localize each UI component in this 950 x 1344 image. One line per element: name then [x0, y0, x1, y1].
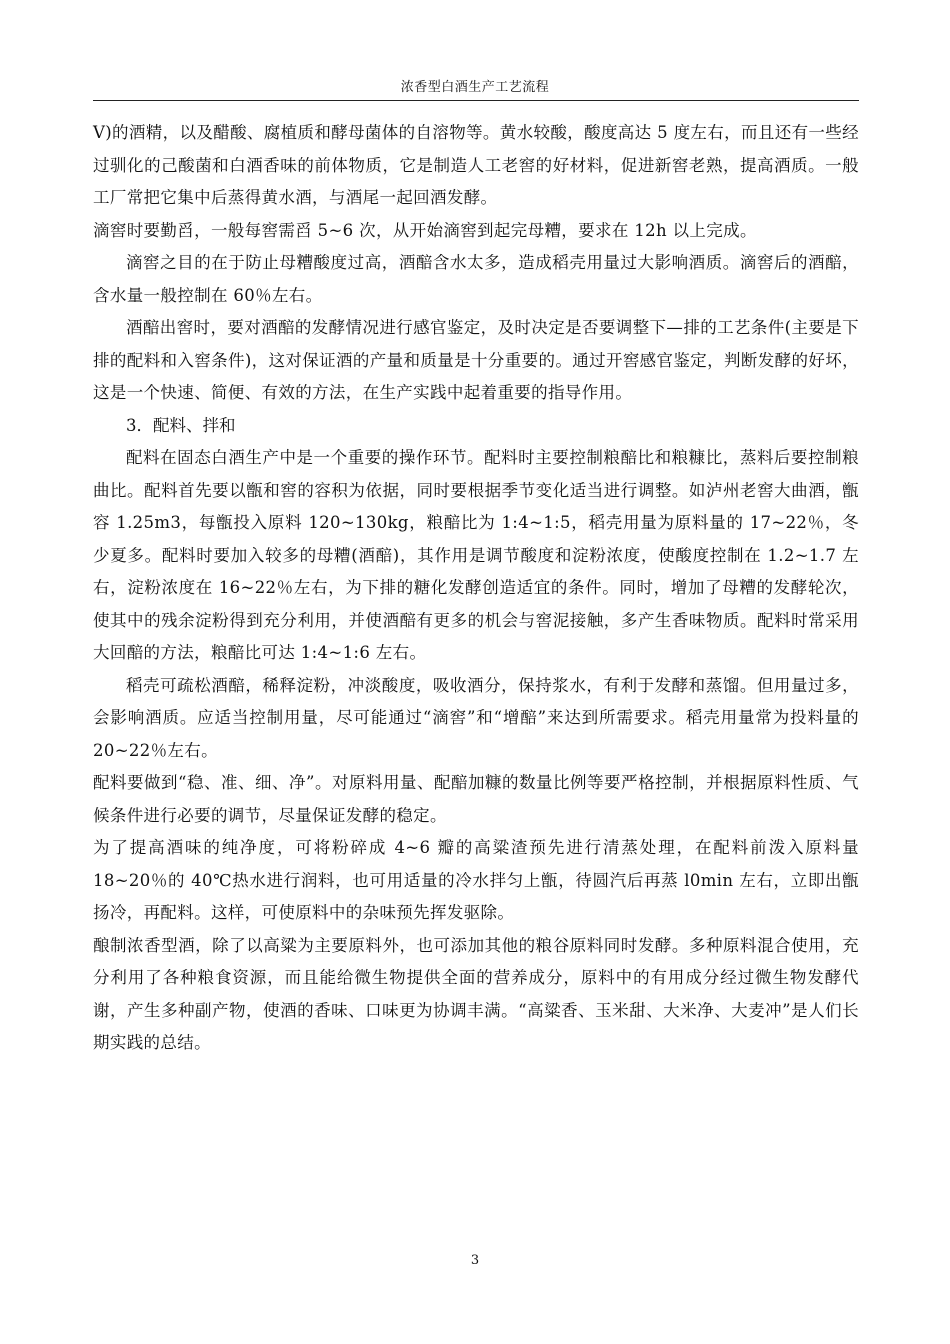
paragraph-2: 滴窖时要勤舀，一般每窖需舀 5~6 次，从开始滴窖到起完母糟，要求在 12h 以上完成。	[93, 220, 757, 240]
paragraph-7: 配料要做到“稳、准、细、净”。对原料用量、配醅加糠的数量比例等要严格控制，并根据原料性质、气候条件进行必要的调节，尽量保证发酵的稳定。	[93, 773, 859, 825]
paragraph-8: 为了提高酒味的纯净度，可将粉碎成 4~6 瓣的高粱渣预先进行清蒸处理，在配料前泼入原料量 18~20％的 40℃热水进行润料，也可用适量的冷水拌匀上甑，待圆汽后再蒸 l0min 左右，立即出甑扬冷，再配料。这样，可使原料中的杂味预先挥发驱除。	[93, 838, 859, 922]
section-heading-3: 3．配料、拌和	[126, 415, 236, 435]
header-divider	[93, 100, 859, 101]
paragraph-5: 配料在固态白酒生产中是一个重要的操作环节。配料时主要控制粮醅比和粮糠比，蒸料后要控制粮曲比。配料首先要以甑和窖的容积为依据，同时要根据季节变化适当进行调整。如泸州老窖大曲酒，甑容 1.25m3，每甑投入原料 120~130kg，粮醅比为 1:4~1:5，稻壳用量为原料量的 17~22％，冬少夏多。配料时要加入较多的母糟(酒醅)，其作用是调节酸度和淀粉浓度，使酸度控制在 1.2~1.7 左右，淀粉浓度在 16~22％左右，为下排的糖化发酵创造适宜的条件。同时，增加了母糟的发酵轮次，使其中的残余淀粉得到充分利用，并使酒醅有更多的机会与窖泥接触，多产生香味物质。配料时常采用大回醅的方法，粮醅比可达 1:4~1:6 左右。	[93, 448, 859, 662]
paragraph-3: 滴窖之目的在于防止母糟酸度过高，酒醅含水太多，造成稻壳用量过大影响酒质。滴窖后的酒醅，含水量一般控制在 60％左右。	[93, 253, 859, 305]
paragraph-1: V)的酒精，以及醋酸、腐植质和酵母菌体的自溶物等。黄水较酸，酸度高达 5 度左右，而且还有一些经过驯化的己酸菌和白酒香味的前体物质，它是制造人工老窖的好材料，促进新窖老熟，提高酒质。一般工厂常把它集中后蒸得黄水酒，与酒尾一起回酒发酵。	[93, 123, 859, 207]
paragraph-9: 酿制浓香型酒，除了以高粱为主要原料外，也可添加其他的粮谷原料同时发酵。多种原料混合使用，充分利用了各种粮食资源，而且能给微生物提供全面的营养成分，原料中的有用成分经过微生物发酵代谢，产生多种副产物，使酒的香味、口味更为协调丰满。“高粱香、玉米甜、大米净、大麦冲”是人们长期实践的总结。	[93, 935, 859, 1052]
page-header-title: 浓香型白酒生产工艺流程	[400, 80, 550, 95]
paragraph-4: 酒醅出窖时，要对酒醅的发酵情况进行感官鉴定，及时决定是否要调整下—排的工艺条件(主要是下排的配料和入窖条件)，这对保证酒的产量和质量是十分重要的。通过开窖感官鉴定，判断发酵的好坏，这是一个快速、简便、有效的方法，在生产实践中起着重要的指导作用。	[93, 318, 859, 402]
document-body	[93, 117, 859, 1060]
paragraph-6: 稻壳可疏松酒醅，稀释淀粉，冲淡酸度，吸收酒分，保持浆水，有利于发酵和蒸馏。但用量过多，会影响酒质。应适当控制用量，尽可能通过“滴窖”和“增醅”来达到所需要求。稻壳用量常为投料量的 20~22％左右。	[93, 675, 859, 760]
page-number: 3	[470, 1253, 480, 1268]
